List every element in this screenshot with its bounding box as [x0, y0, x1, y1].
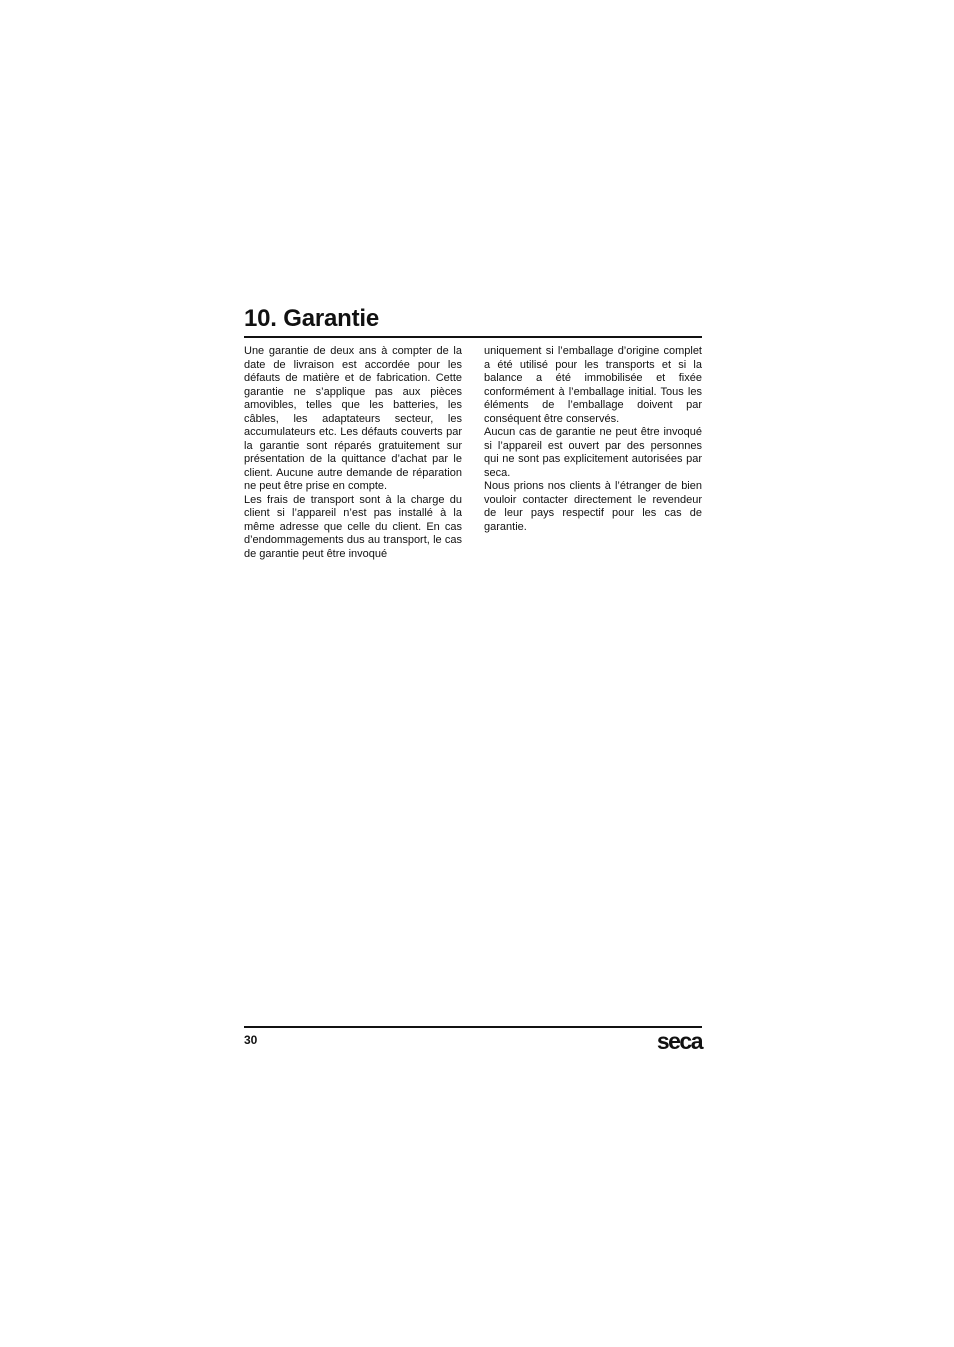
warranty-paragraph: Une garantie de deux ans à compter de la date de livraison est accordée pour les défauts de matière et de fabrication. Cette garantie ne s’applique pas aux pièces amovibles, telles que les batteries, les câbles, les adaptateurs secteur, les accumulateurs etc. Les défauts couverts par la garantie sont réparés gratuitement sur présentation de la quittance d’achat par le client. Aucune autre demande de réparation ne peut être prise en compte. — [244, 345, 462, 492]
heading-divider — [244, 336, 702, 338]
seca-logo: seca — [656, 1028, 702, 1054]
text-column-left — [244, 345, 462, 561]
transport-paragraph: Les frais de transport sont à la charge du client si l’appareil n’est pas installé à la même adresse que celle du client. En cas d’endommagements dus au transport, le cas de garantie peut être invoqué — [244, 493, 462, 560]
opening-paragraph: Aucun cas de garantie ne peut être invoqué si l’appareil est ouvert par des personnes qui ne sont pas explicitement autorisées par seca. — [484, 426, 702, 479]
packaging-paragraph: uniquement si l’emballage d’origine complet a été utilisé pour les transports et si la balance a été immobilisée et fixée conformément à l’emballage initial. Tous les éléments de l’emballage doivent par conséquent être conservés. — [484, 345, 702, 425]
text-column-right — [484, 345, 702, 534]
abroad-paragraph: Nous prions nos clients à l’étranger de bien vouloir contacter directement le revendeur de leur pays respectif pour les cas de garantie. — [484, 480, 702, 533]
page-number: 30 — [244, 1033, 258, 1047]
footer-divider — [244, 1026, 702, 1028]
section-heading: 10. Garantie — [244, 305, 380, 332]
